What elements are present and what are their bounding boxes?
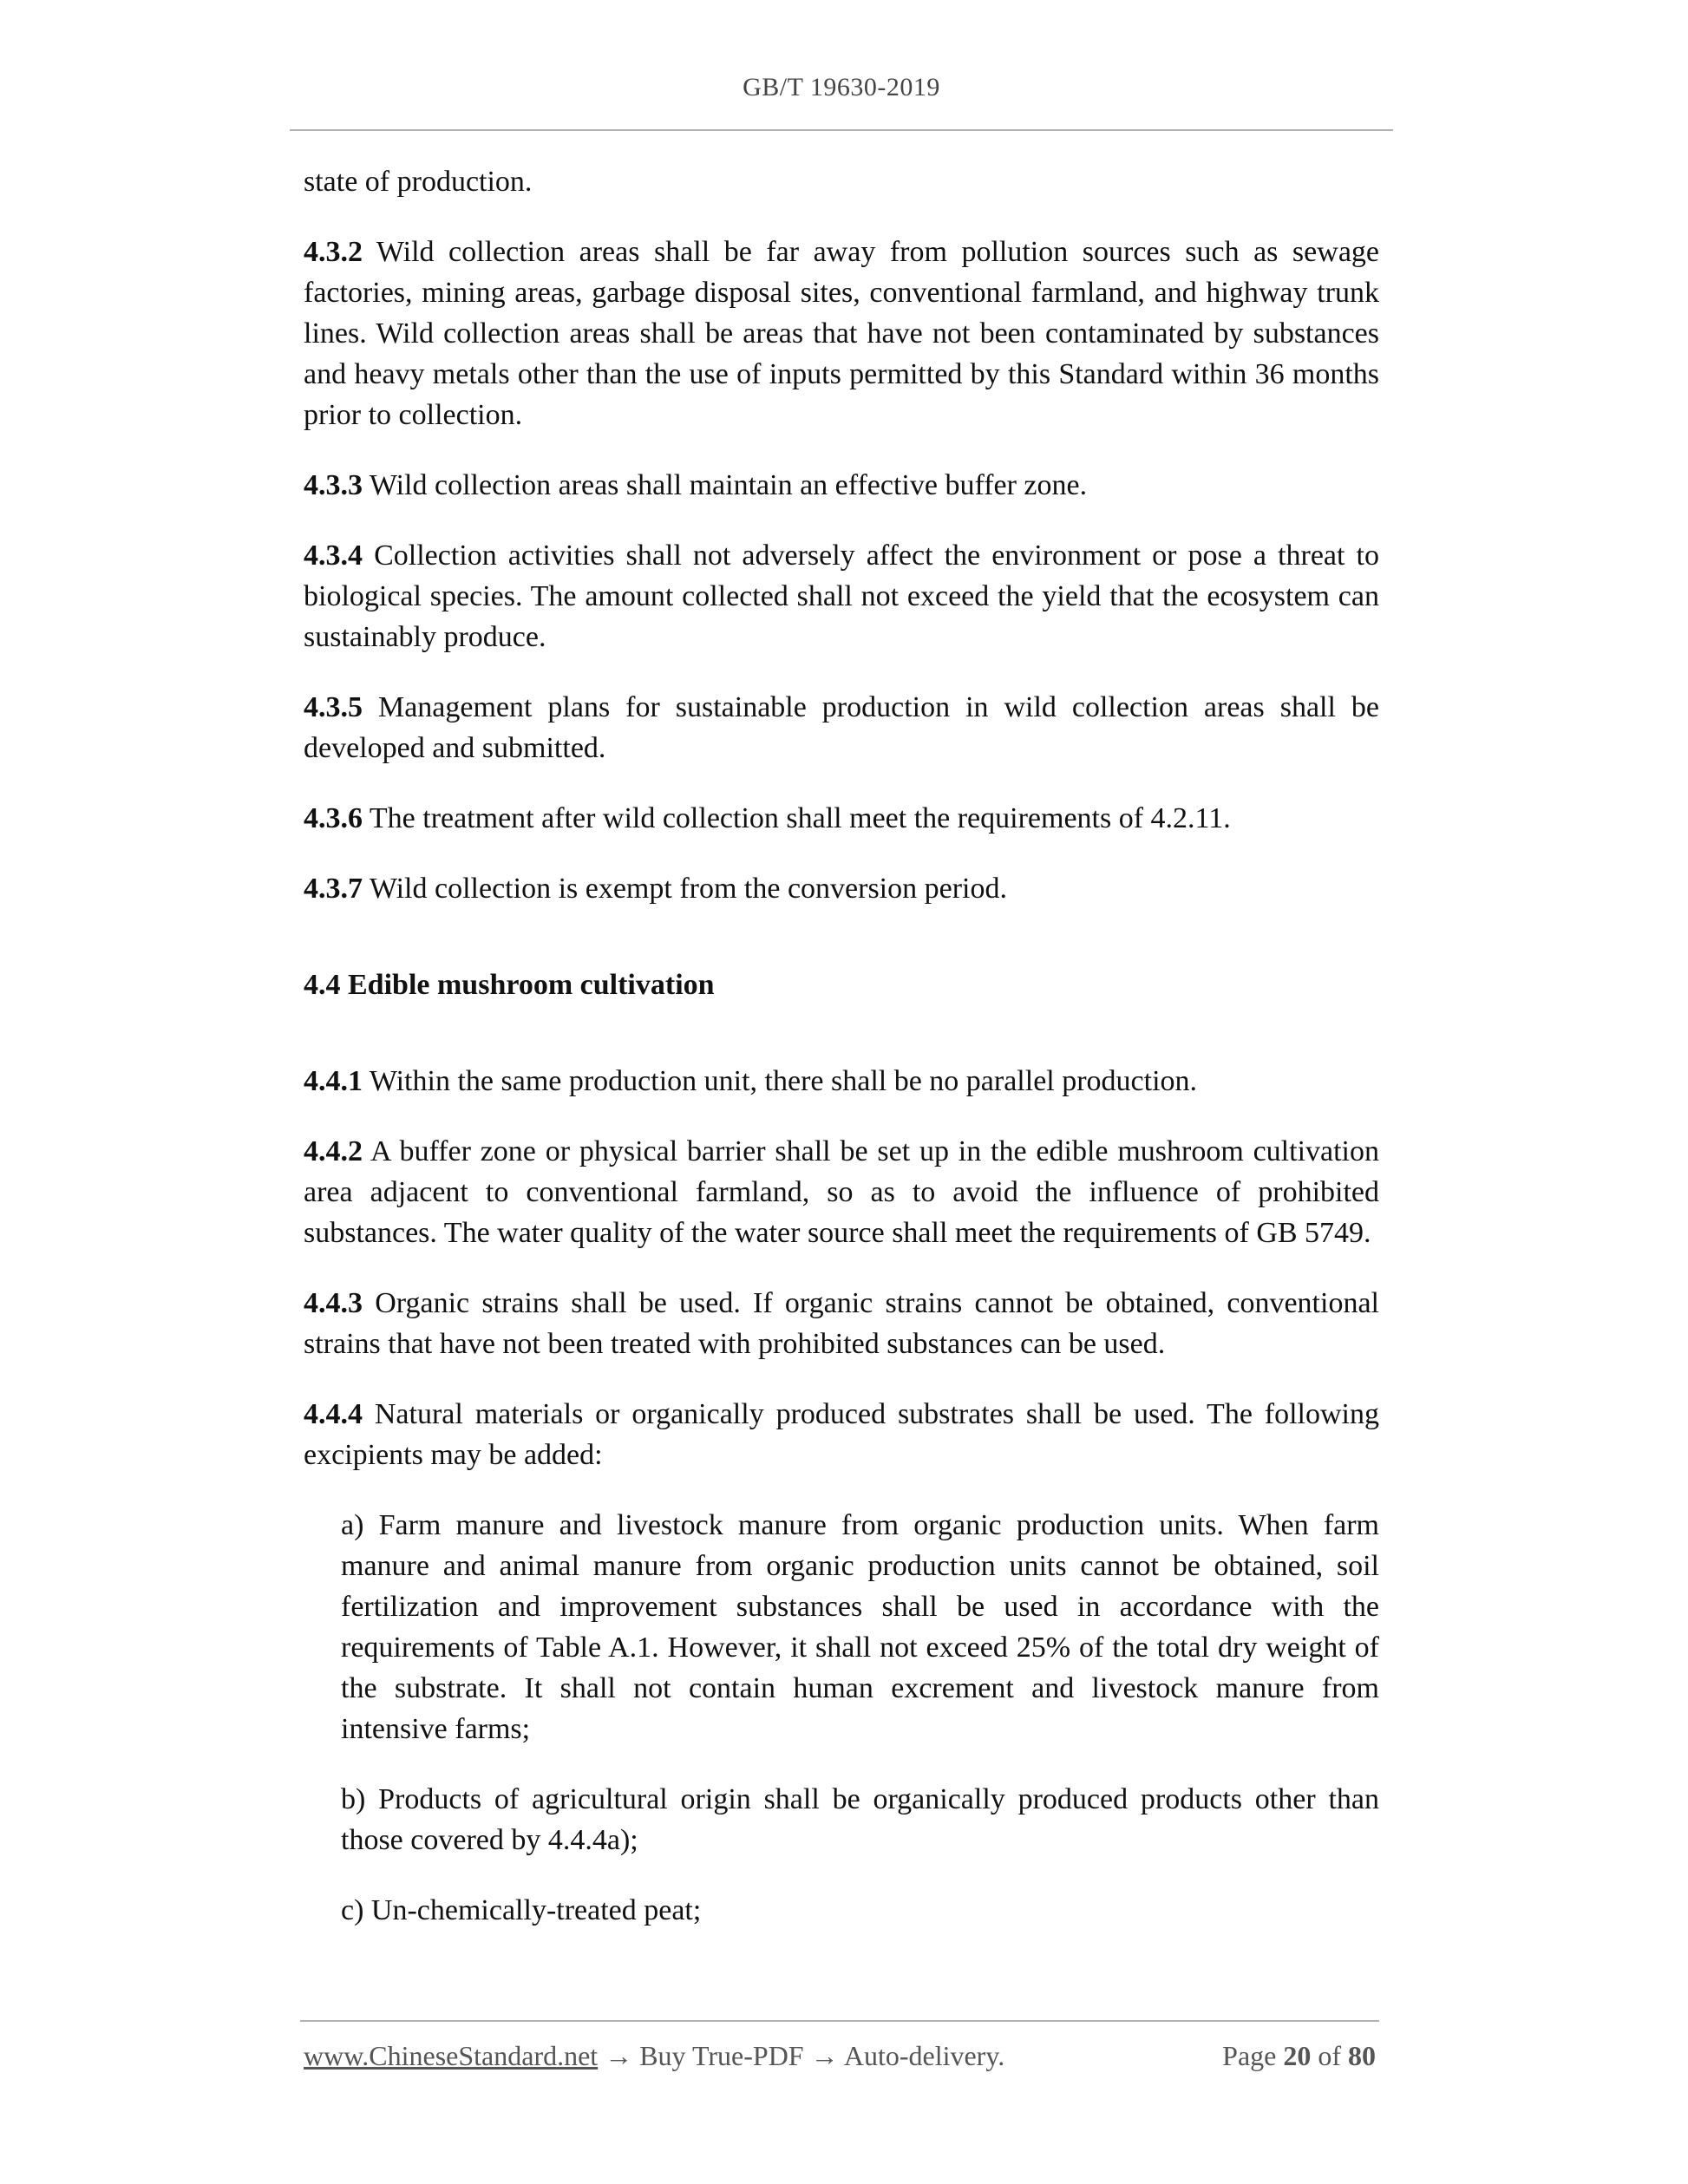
clause-4-3-3 bbox=[304, 465, 1379, 506]
page-current: 20 bbox=[1283, 2040, 1312, 2071]
buy-text: Buy True-PDF bbox=[639, 2040, 804, 2071]
clause-text: Management plans for sustainable production in wild collection areas shall be developed and submitted. bbox=[304, 691, 1379, 764]
clause-4-3-5 bbox=[304, 687, 1379, 768]
clause-number: 4.3.2 bbox=[304, 236, 363, 268]
clause-text: A buffer zone or physical barrier shall be set up in the edible mushroom cultivation area adjacent to conventional farmland, so as to avoid the influence of prohibited substances. The water quality of the water source shall meet the requirements of GB 5749. bbox=[304, 1135, 1379, 1249]
clause-text: Natural materials or organically produced substrates shall be used. The following excipients may be added: bbox=[304, 1398, 1379, 1471]
header-divider bbox=[290, 129, 1393, 131]
clause-text: Collection activities shall not adversely affect the environment or pose a threat to biological species. The amount collected shall not exceed the yield that the ecosystem can sustainably produce. bbox=[304, 539, 1379, 653]
document-body bbox=[304, 161, 1379, 1960]
clause-text: Within the same production unit, there shall be no parallel production. bbox=[363, 1065, 1198, 1097]
clause-4-3-7 bbox=[304, 868, 1379, 909]
clause-number: 4.3.4 bbox=[304, 539, 363, 572]
clause-number: 4.3.6 bbox=[304, 802, 363, 834]
clause-4-3-2 bbox=[304, 232, 1379, 435]
clause-number: 4.3.7 bbox=[304, 873, 363, 905]
clause-number: 4.4.1 bbox=[304, 1065, 363, 1097]
clause-4-3-4 bbox=[304, 535, 1379, 657]
clause-text: Wild collection is exempt from the conversion period. bbox=[363, 873, 1007, 905]
clause-number: 4.4.3 bbox=[304, 1287, 363, 1319]
clause-text: Wild collection areas shall maintain an effective buffer zone. bbox=[363, 469, 1088, 501]
clause-text: The treatment after wild collection shall meet the requirements of 4.2.11. bbox=[363, 802, 1231, 834]
clause-number: 4.4.2 bbox=[304, 1135, 363, 1167]
clause-4-4-1 bbox=[304, 1061, 1379, 1102]
site-link[interactable]: www.ChineseStandard.net bbox=[304, 2040, 599, 2071]
list-item-c: c) Un-chemically-treated peat; bbox=[341, 1894, 702, 1926]
delivery-text: Auto-delivery. bbox=[843, 2040, 1005, 2071]
clause-text: Wild collection areas shall be far away from pollution sources such as sewage factories, mining areas, garbage disposal sites, conventional farmland, and highway trunk lines. Wild collection areas shall be areas that have not been contaminated by substances and heavy metals other than the use of inputs permitted by this Standard within 36 months prior to collection. bbox=[304, 236, 1379, 431]
footer-promo bbox=[304, 2040, 1004, 2072]
clause-4-4-4 bbox=[304, 1394, 1379, 1475]
clause-number: 4.3.5 bbox=[304, 691, 363, 723]
page-indicator bbox=[1194, 2040, 1376, 2072]
arrow-right-icon: → bbox=[810, 2040, 839, 2071]
clause-number: 4.3.3 bbox=[304, 469, 363, 501]
intro-paragraph: state of production. bbox=[304, 166, 533, 198]
document-header-title: GB/T 19630-2019 bbox=[743, 73, 940, 101]
clause-text: Organic strains shall be used. If organic strains cannot be obtained, conventional strains that have not been treated with prohibited substances can be used. bbox=[304, 1287, 1379, 1360]
clause-4-4-3 bbox=[304, 1283, 1379, 1364]
list-item-a: a) Farm manure and livestock manure from organic production units. When farm manure and animal manure from organic production units cannot be obtained, soil fertilization and improvement substances shall be used in accordance with the requirements of Table A.1. However, it shall not exceed 25% of the total dry weight of the substrate. It shall not contain human excrement and livestock manure from intensive farms; bbox=[341, 1509, 1379, 1745]
of-label: of bbox=[1318, 2040, 1341, 2071]
page-label: Page bbox=[1222, 2040, 1277, 2071]
page-total: 80 bbox=[1348, 2040, 1376, 2071]
list-item-b: b) Products of agricultural origin shall be organically produced products other than those covered by 4.4.4a); bbox=[341, 1783, 1379, 1856]
arrow-right-icon: → bbox=[605, 2040, 633, 2071]
clause-4-4-2 bbox=[304, 1131, 1379, 1253]
section-heading: 4.4 Edible mushroom cultivation bbox=[304, 969, 715, 1001]
clause-number: 4.4.4 bbox=[304, 1398, 363, 1430]
clause-4-3-6 bbox=[304, 798, 1379, 839]
footer-divider bbox=[300, 2020, 1379, 2022]
